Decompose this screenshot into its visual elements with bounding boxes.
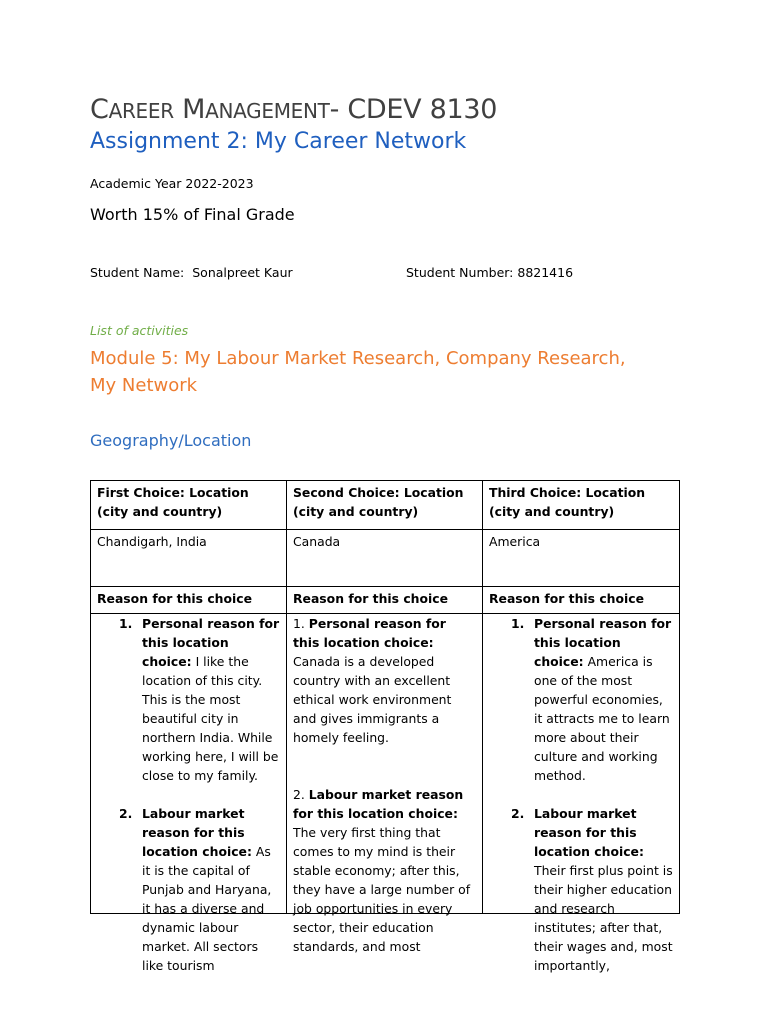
table-header-row [91,481,680,530]
module-heading: Module 5: My Labour Market Research, Company Research, My Network [90,348,626,396]
student-number-line [406,265,573,280]
list-number: 2. [511,806,525,821]
reason-text: The very first thing that comes to my mind is their stable economy; after this, they have a large number of job opportunities in every sector, their education standards, and most [293,825,471,954]
reason-cell-second [287,614,483,954]
reason-cell-first [91,614,287,973]
document-title [90,94,497,125]
reason-label: Labour market reason for this location choice: [142,806,252,859]
list-of-activities-label: List of activities [90,323,189,338]
student-name-line [90,265,293,280]
student-number-value: 8821416 [517,265,574,280]
reason-text: I like the location of this city. This is the most beautiful city in northern India. While working here, I will be close to my family. [142,654,279,783]
table-location-row [91,530,680,587]
reason-text: Their first plus point is their higher education and research institutes; after that, their wages and, most importantly, [534,863,673,973]
grade-weight: Worth 15% of Final Grade [90,205,295,224]
reason-label: Labour market reason for this location choice: [534,806,644,859]
list-number: 2. [293,787,305,802]
location-second: Canada [287,530,483,587]
title-initial-1: C [90,94,109,125]
reason-header-first: Reason for this choice [91,587,287,614]
list-item [489,804,673,975]
list-number: 1. [293,616,305,631]
table-reason-header-row [91,587,680,614]
header-third-choice: Third Choice: Location (city and country) [483,481,680,530]
reason-text: Canada is a developed country with an excellent ethical work environment and gives immigrants a homely feeling. [293,654,452,745]
list-item [97,804,280,975]
reason-label: Personal reason for this location choice: [142,616,280,669]
reason-label: Personal reason for this location choice: [293,616,446,650]
reason-text: America is one of the most powerful economies, it attracts me to learn more about their culture and working method. [534,654,670,783]
title-initial-2: M [182,94,206,125]
header-first-choice: First Choice: Location (city and country) [91,481,287,530]
location-table [90,480,680,973]
reason-text: As it is the capital of Punjab and Haryana, it has a diverse and dynamic labour market. All sectors like tourism [142,844,272,973]
list-item [97,614,280,785]
reason-header-second: Reason for this choice [287,587,483,614]
reason-label: Labour market reason for this location choice: [293,787,464,821]
title-course-code: - CDEV 8130 [329,94,498,125]
list-number: 2. [119,806,133,821]
reason-label: Personal reason for this location choice: [534,616,672,669]
list-number: 1. [119,616,133,631]
assignment-subtitle: Assignment 2: My Career Network [90,129,467,154]
academic-year: Academic Year 2022-2023 [90,176,254,191]
title-rest-2: ANAGEMENT [205,99,330,123]
header-second-choice: Second Choice: Location (city and country) [287,481,483,530]
student-name-label: Student Name: [90,265,185,280]
list-item [489,614,673,785]
title-rest-1: AREER [108,99,174,123]
location-first: Chandigarh, India [91,530,287,587]
list-item [293,785,476,956]
location-third: America [483,530,680,587]
reason-header-third: Reason for this choice [483,587,680,614]
list-number: 1. [511,616,525,631]
reason-cell-third [483,614,680,973]
table-reason-row [91,614,680,914]
student-name-value: Sonalpreet Kaur [192,265,293,280]
section-heading: Geography/Location [90,431,252,450]
student-number-label: Student Number: [406,265,514,280]
list-item [293,614,476,747]
